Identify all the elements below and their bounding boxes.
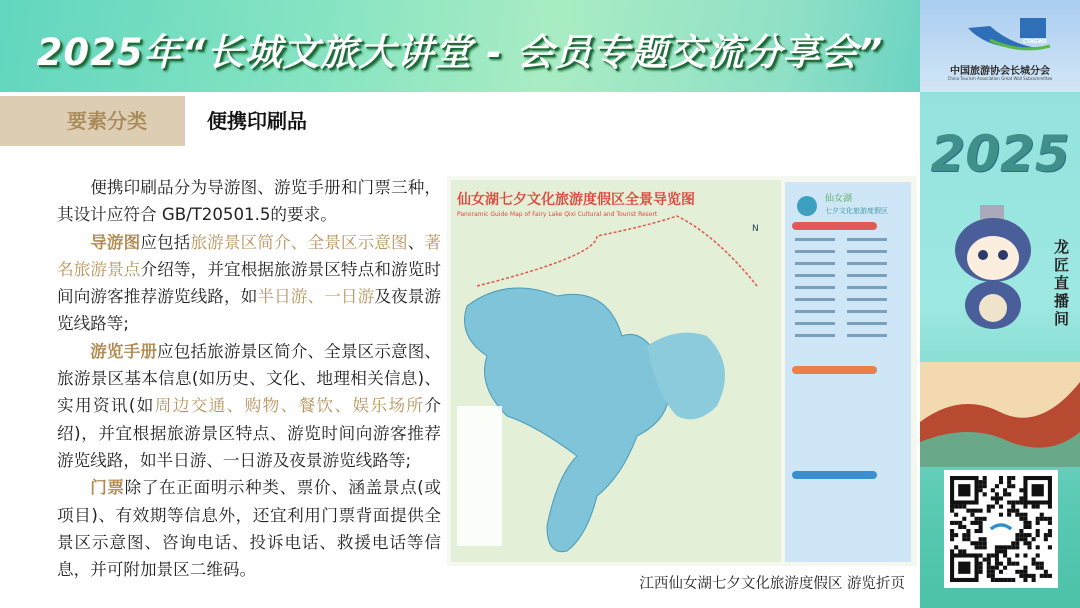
paragraph-text: 及夜景游览线路等; — [57, 287, 442, 334]
map-panel-title: 仙女湖 — [825, 194, 853, 204]
live-room-label: 龙匠直播间 — [1054, 238, 1070, 328]
highlighted-text: 著名旅游景点 — [57, 232, 442, 279]
paragraph — [57, 174, 441, 229]
page-title: 2025年“长城文旅大讲堂 - 会员专题交流分享会” — [36, 31, 884, 74]
organization-logo — [920, 0, 1080, 92]
map-title: 仙女湖七夕文化旅游度假区全景导览图 — [457, 192, 695, 208]
paragraph-text: 除了在正面明示种类、票价、涵盖景点(或项目)、有效期等信息外，还宜利用门票背面提供全景区示意图、咨询电话、投诉电话、救援电话等信息，并可附加景区二维码。 — [57, 478, 441, 580]
map-subtitle: Panoramic Guide Map of Fairy Lake Qixi Cultural and Tourist Resort — [457, 211, 658, 218]
paragraph — [57, 474, 441, 583]
year-label: 2025 — [930, 125, 1070, 183]
compass-icon: N — [752, 224, 759, 234]
svg-text:CTAGWS: CTAGWS — [1023, 39, 1047, 45]
qr-code[interactable] — [944, 470, 1058, 588]
highlighted-text: 周边交通、购物、餐饮、娱乐场所 — [154, 396, 425, 416]
dragon-mascot-icon — [945, 200, 1045, 330]
item-heading: 门票 — [90, 478, 125, 498]
paragraph-text: 应包括 — [140, 232, 191, 252]
great-wall-logo-icon — [920, 0, 1080, 60]
paragraph — [57, 229, 441, 338]
guide-map-image — [447, 176, 917, 566]
header-banner — [0, 0, 920, 92]
category-label: 要素分类 — [0, 96, 185, 146]
highlighted-text: 半日游、一日游 — [257, 287, 375, 307]
right-sidebar — [920, 0, 1080, 608]
image-caption: 江西仙女湖七夕文化旅游度假区 游览折页 — [639, 576, 905, 592]
map-panel-subtitle: 七夕文化旅游度假区 — [825, 207, 888, 215]
item-heading: 导游图 — [90, 232, 141, 252]
paragraph-text: 介绍等，并宜根据旅游景区特点和游览时间向游客推荐游览线路，如 — [57, 259, 442, 307]
organization-name: 中国旅游协会长城分会 — [950, 66, 1050, 77]
paragraph-text: 介绍)，并宜根据旅游景区特点、游览时间向游客推荐游览线路，如半日游、一日游及夜景游览线路等; — [57, 396, 441, 470]
great-wall-illustration — [920, 362, 1080, 467]
organization-name-en: China Tourism Association Great Wall Subcommittee — [947, 76, 1053, 81]
highlighted-text: 旅游景区简介、全景区示意图 — [190, 232, 408, 252]
body-text — [57, 174, 441, 583]
paragraph-text: 、 — [407, 232, 425, 252]
paragraph-text: 便携印刷品分为导游图、游览手册和门票三种，其设计应符合 GB/T20501.5的要求。 — [57, 178, 441, 225]
paragraph — [57, 338, 441, 474]
map-legend — [457, 406, 502, 546]
category-value: 便携印刷品 — [207, 109, 307, 133]
resort-logo-icon — [797, 196, 817, 216]
paragraph-text: 应包括旅游景区简介、全景区示意图、旅游景区基本信息(如历史、文化、地理相关信息)、实用资讯(如 — [57, 341, 441, 416]
item-heading: 游览手册 — [90, 341, 158, 361]
